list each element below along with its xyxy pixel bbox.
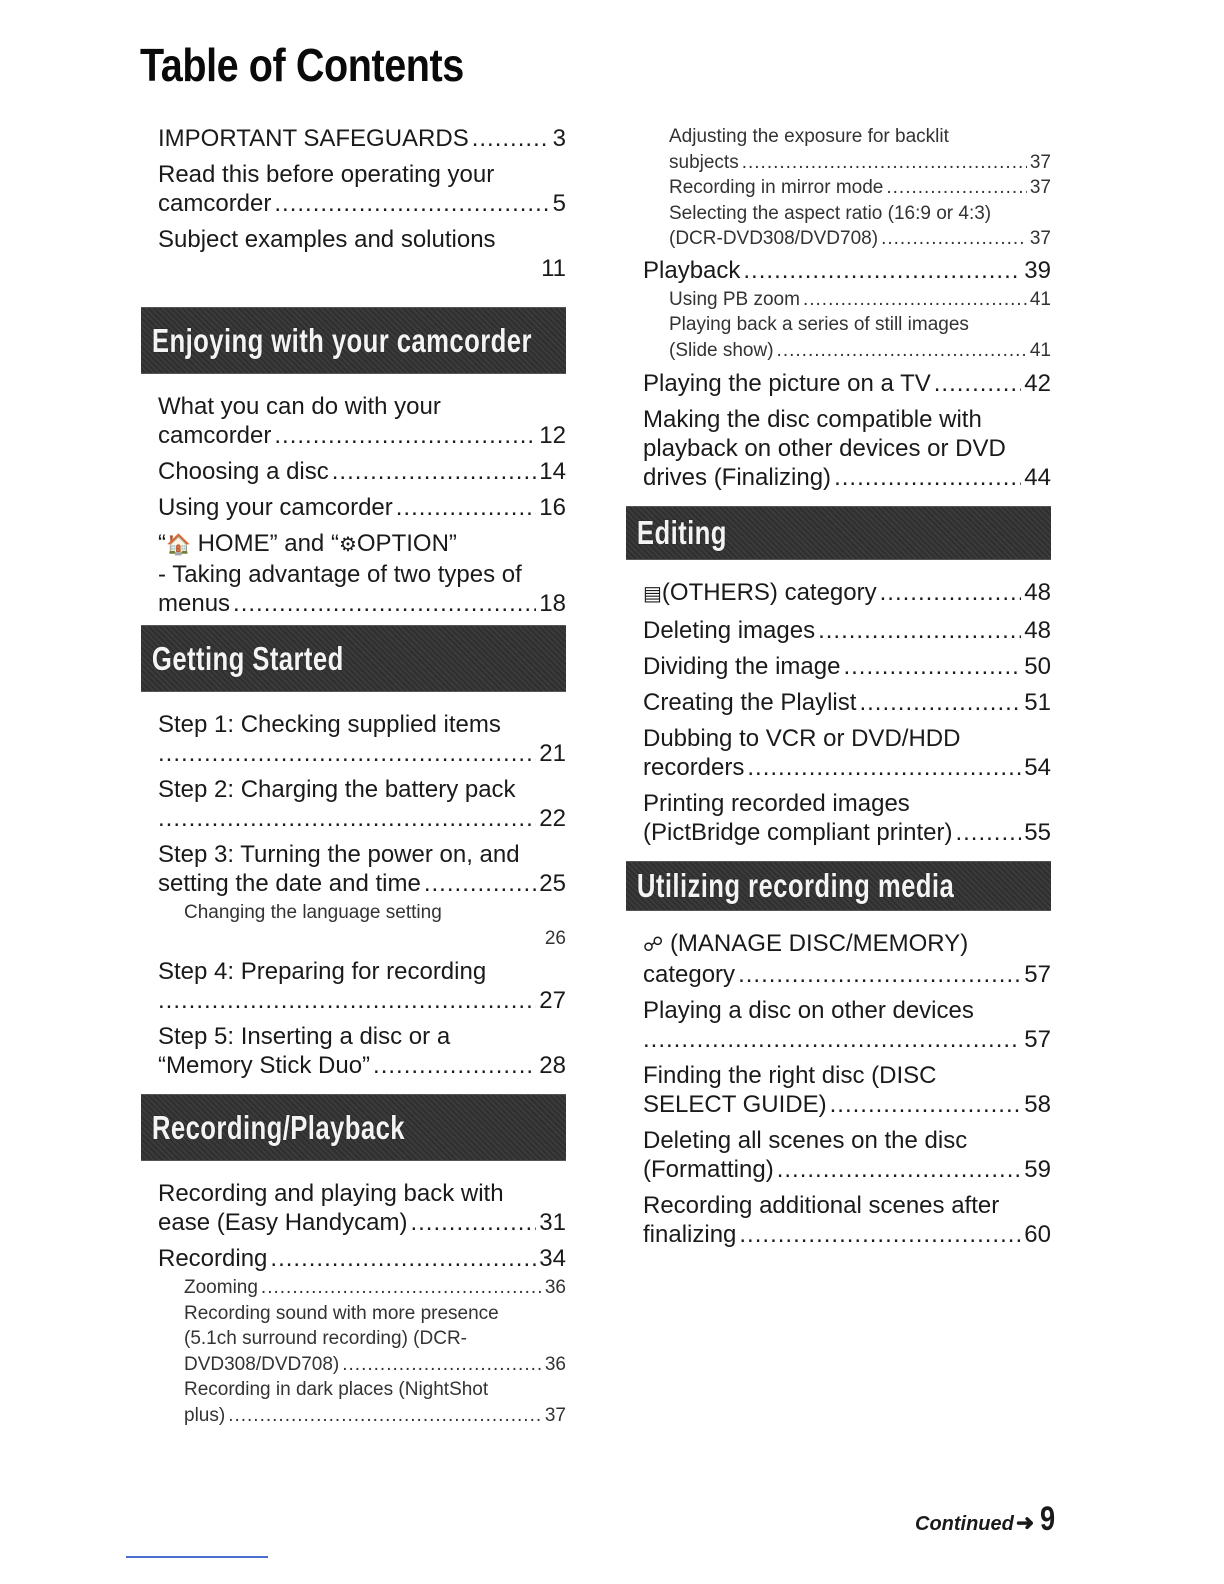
entry-text: Changing the language setting	[184, 902, 442, 923]
section-banner-getting-started: Getting Started	[141, 625, 566, 692]
toc-subentry[interactable]	[184, 1275, 566, 1301]
manage-disc-icon: ☍	[643, 934, 664, 956]
page-number: 59	[1024, 1156, 1051, 1183]
entry-text: Printing recorded images	[643, 790, 910, 817]
page-number: 41	[1029, 339, 1051, 361]
entry-text: Using your camcorder	[158, 494, 393, 521]
toc-entry[interactable]	[158, 957, 566, 1015]
toc-entry[interactable]	[158, 457, 566, 486]
entry-text: camcorder	[158, 422, 272, 449]
entry-text: Step 4: Preparing for recording	[158, 958, 487, 985]
toc-entry[interactable]	[158, 840, 566, 898]
toc-entry[interactable]	[158, 392, 566, 450]
entry-text: Playing back a series of still images	[669, 314, 969, 335]
entry-text: (5.1ch surround recording) (DCR-	[184, 1328, 467, 1349]
entry-text: Choosing a disc	[158, 458, 329, 485]
page-number: 3	[552, 125, 566, 152]
page-number: 28	[539, 1052, 566, 1079]
entry-text: Read this before operating your	[158, 161, 495, 188]
entry-text: camcorder	[158, 190, 272, 217]
entry-text: Recording and playing back with	[158, 1180, 504, 1207]
entry-text: (DCR-DVD308/DVD708)	[669, 228, 879, 249]
page-number: 25	[539, 870, 566, 897]
entry-text: Dubbing to VCR or DVD/HDD	[643, 725, 961, 752]
entry-text: ease (Easy Handycam)	[158, 1209, 408, 1236]
toc-subentry[interactable]	[669, 201, 1051, 252]
page-number: 58	[1024, 1091, 1051, 1118]
option-icon: ⚙	[338, 534, 357, 556]
toc-subentry[interactable]	[669, 312, 1051, 363]
toc-subentry[interactable]	[669, 124, 1051, 175]
page-number: 21	[539, 740, 566, 767]
toc-subentry[interactable]	[184, 900, 566, 951]
toc-entry[interactable]	[643, 1191, 1051, 1249]
toc-entry[interactable]	[643, 1061, 1051, 1119]
page-number: 31	[539, 1209, 566, 1236]
toc-entry[interactable]	[643, 256, 1051, 285]
entry-text: drives (Finalizing)	[643, 464, 832, 491]
toc-entry[interactable]	[643, 929, 1051, 989]
entry-text: SELECT GUIDE)	[643, 1091, 827, 1118]
page-number: 14	[539, 458, 566, 485]
toc-entry[interactable]	[158, 529, 566, 618]
section-banner-enjoying: Enjoying with your camcorder	[141, 307, 566, 374]
page-number: 54	[1024, 754, 1051, 781]
page-number: 36	[544, 1277, 566, 1298]
page-number: 60	[1024, 1221, 1051, 1248]
divider	[126, 1556, 268, 1558]
quote-mark: “	[158, 530, 166, 557]
page-number: 26	[544, 927, 566, 949]
toc-entry[interactable]	[158, 160, 566, 218]
entry-text: HOME” and “	[197, 530, 339, 557]
arrow-right-icon: ➜	[1015, 1510, 1035, 1535]
entry-text: (PictBridge compliant printer)	[643, 819, 953, 846]
page-number: 37	[1029, 151, 1051, 173]
page-number: 48	[1024, 579, 1051, 606]
entry-text: Selecting the aspect ratio (16:9 or 4:3)	[669, 202, 992, 224]
entry-text: menus	[158, 590, 231, 617]
entry-text: Recording additional scenes after	[643, 1192, 1000, 1219]
entry-text: Deleting images	[643, 617, 816, 644]
section-banner-recording-playback: Recording/Playback	[141, 1094, 566, 1161]
entry-text: Recording	[158, 1245, 268, 1272]
page-number: 39	[1024, 256, 1051, 284]
entry-text: Making the disc compatible with	[643, 406, 982, 433]
entry-text: Deleting all scenes on the disc	[643, 1127, 968, 1154]
entry-text: OPTION”	[356, 530, 457, 557]
page-number-footer: 9	[1040, 1500, 1056, 1538]
toc-entry[interactable]	[158, 1179, 566, 1237]
page-number: 44	[1024, 464, 1051, 491]
entry-text: Recording sound with more presence	[184, 1302, 499, 1324]
page-number: 37	[544, 1404, 566, 1426]
toc-entry[interactable]	[158, 225, 566, 283]
toc-subentry[interactable]	[184, 1377, 566, 1428]
toc-right-column	[636, 124, 1051, 1256]
page-title: Table of Contents	[140, 39, 464, 91]
page-number: 34	[539, 1245, 566, 1272]
entry-text: Step 2: Charging the battery pack	[158, 776, 516, 803]
entry-text: recorders	[643, 754, 745, 781]
page-number: 42	[1024, 370, 1051, 397]
entry-text: Zooming	[184, 1277, 258, 1298]
entry-text: playback on other devices or DVD	[643, 435, 1006, 462]
page-number: 48	[1024, 617, 1051, 644]
toc-entry[interactable]	[643, 688, 1051, 717]
entry-text: DVD308/DVD708)	[184, 1353, 340, 1375]
entry-text: finalizing	[643, 1221, 737, 1248]
page-number: 36	[544, 1353, 566, 1375]
toc-subentry[interactable]	[669, 287, 1051, 313]
entry-text: - Taking advantage of two types of	[158, 561, 522, 588]
entry-text: What you can do with your	[158, 393, 441, 420]
page-number: 27	[539, 987, 566, 1014]
entry-text: (Formatting)	[643, 1156, 774, 1183]
page-number: 37	[1029, 177, 1051, 198]
page-number: 51	[1024, 689, 1051, 716]
page-number: 57	[1024, 1026, 1051, 1053]
toc-left-column	[151, 124, 566, 1428]
entry-text: (Slide show)	[669, 339, 774, 361]
toc-subentry[interactable]	[184, 1301, 566, 1378]
page-number: 55	[1024, 819, 1051, 846]
toc-entry[interactable]	[158, 124, 566, 153]
toc-entry[interactable]	[643, 996, 1051, 1054]
toc-entry[interactable]	[643, 369, 1051, 398]
entry-text: IMPORTANT SAFEGUARDS	[158, 125, 469, 152]
entry-text: Using PB zoom	[669, 288, 800, 310]
page-number: 57	[1024, 961, 1051, 988]
toc-entry[interactable]	[158, 710, 566, 768]
home-icon: 🏠	[166, 534, 191, 556]
toc-entry[interactable]	[643, 405, 1051, 492]
page-number: 12	[539, 422, 566, 449]
page-number: 22	[539, 805, 566, 832]
entry-text: Recording in mirror mode	[669, 177, 884, 198]
entry-text: “Memory Stick Duo”	[158, 1052, 371, 1079]
entry-text: Subject examples and solutions	[158, 226, 496, 253]
others-category-icon: ▤	[643, 583, 662, 605]
entry-text: Adjusting the exposure for backlit	[669, 126, 949, 147]
entry-text: (OTHERS) category	[661, 579, 877, 606]
entry-text: subjects	[669, 151, 739, 173]
toc-entry[interactable]	[643, 578, 1051, 609]
entry-text: Step 3: Turning the power on, and	[158, 841, 520, 868]
toc-entry[interactable]	[643, 789, 1051, 847]
page-number: 5	[552, 190, 566, 217]
entry-text: (MANAGE DISC/MEMORY)	[669, 930, 969, 957]
entry-text: Playing the picture on a TV	[643, 370, 931, 397]
entry-text: Creating the Playlist	[643, 689, 857, 716]
entry-text: setting the date and time	[158, 870, 421, 897]
toc-entry[interactable]	[158, 1022, 566, 1080]
toc-entry[interactable]	[643, 616, 1051, 645]
continued-label: Continued	[915, 1513, 1014, 1535]
section-banner-utilizing-media: Utilizing recording media	[626, 861, 1051, 911]
page-number: 18	[539, 590, 566, 617]
toc-entry[interactable]	[158, 1244, 566, 1273]
toc-entry[interactable]	[158, 493, 566, 522]
toc-entry[interactable]	[643, 652, 1051, 681]
page-number: 37	[1029, 228, 1051, 249]
entry-text: category	[643, 961, 736, 988]
toc-subentry[interactable]	[669, 175, 1051, 201]
page-number: 11	[541, 255, 566, 282]
entry-text: Step 5: Inserting a disc or a	[158, 1023, 451, 1050]
entry-text: Finding the right disc (DISC	[643, 1062, 937, 1089]
page-number: 41	[1029, 288, 1051, 310]
entry-text: Step 1: Checking supplied items	[158, 711, 501, 738]
entry-text: Dividing the image	[643, 653, 841, 680]
toc-entry[interactable]	[158, 775, 566, 833]
toc-entry[interactable]	[643, 724, 1051, 782]
page-number: 16	[539, 494, 566, 521]
entry-text: Playback	[643, 256, 741, 284]
entry-text: Recording in dark places (NightShot	[184, 1379, 489, 1400]
entry-text: Playing a disc on other devices	[643, 997, 974, 1024]
toc-entry[interactable]	[643, 1126, 1051, 1184]
page-number: 50	[1024, 653, 1051, 680]
page-footer	[915, 1500, 1059, 1539]
section-banner-editing: Editing	[626, 506, 1051, 560]
entry-text: plus)	[184, 1404, 226, 1426]
